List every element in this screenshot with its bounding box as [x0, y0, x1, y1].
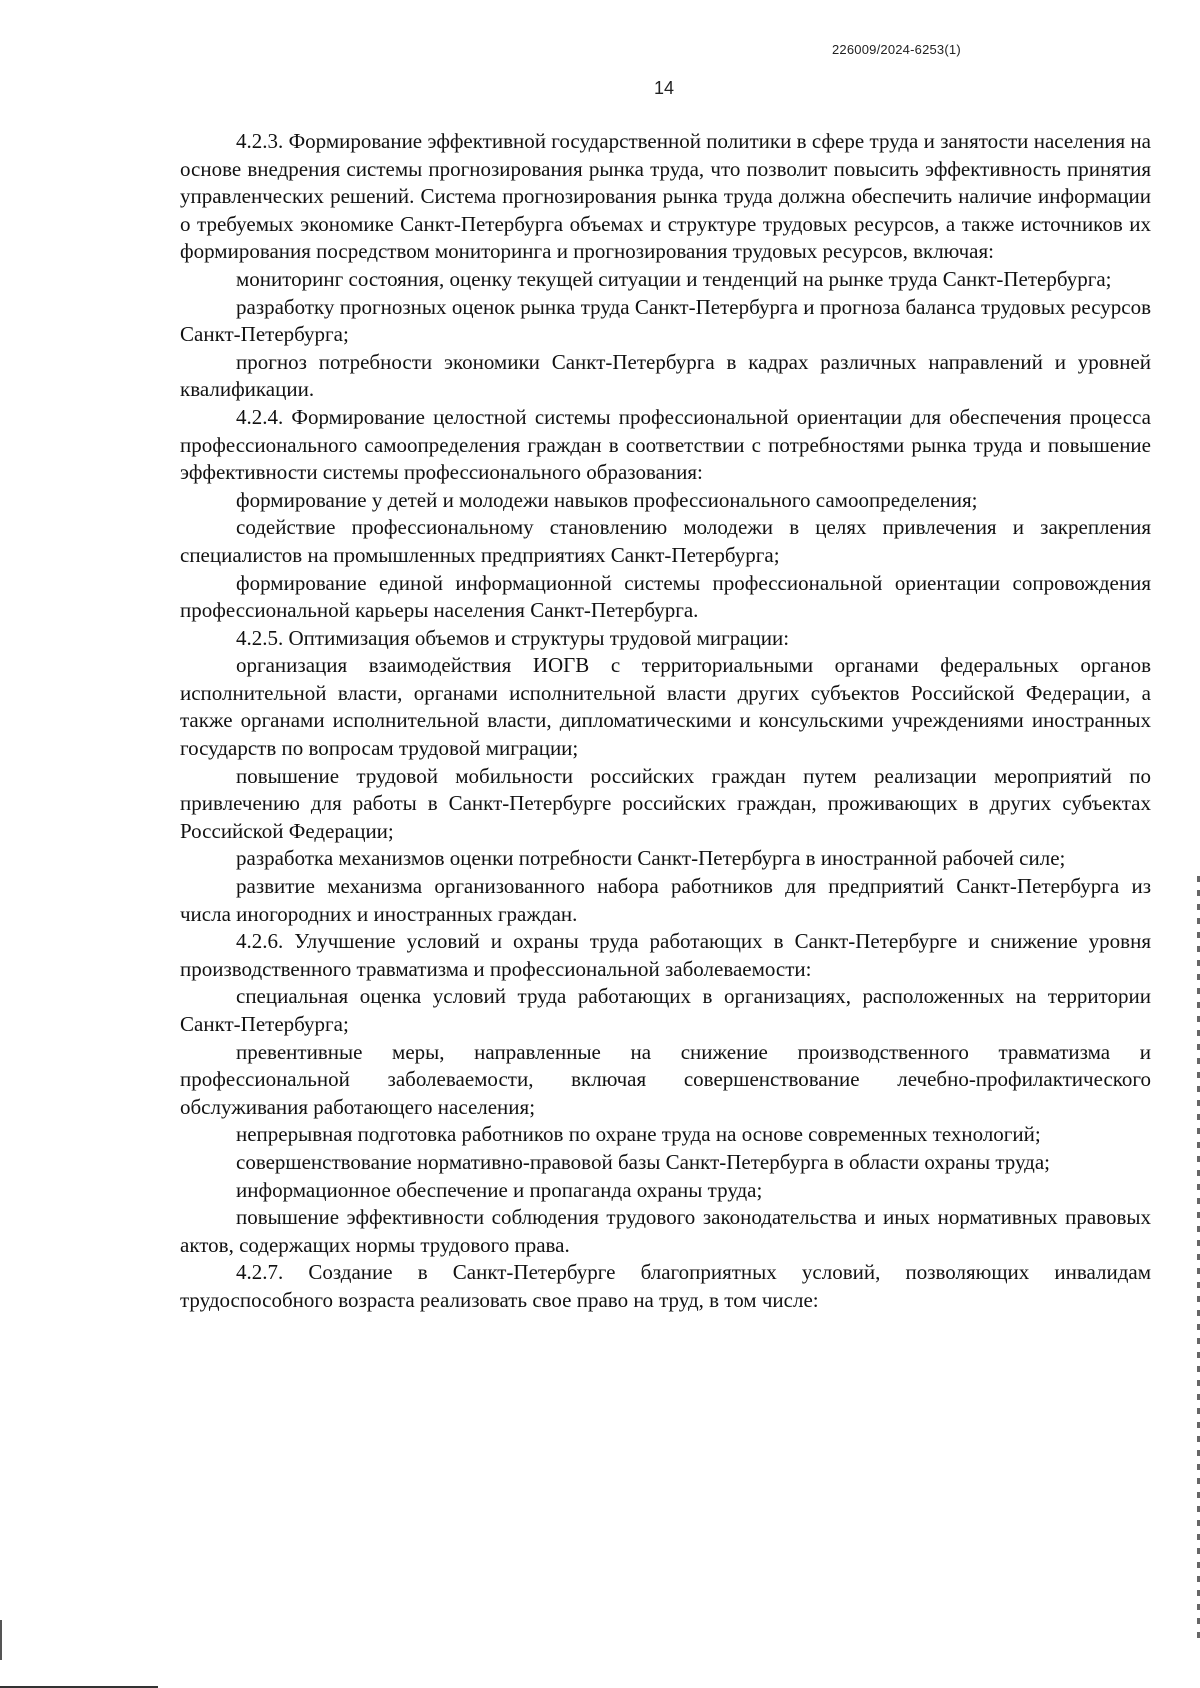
scan-edge-mark	[0, 1620, 2, 1660]
list-item: прогноз потребности экономики Санкт-Петербурга в кадрах различных направлений и уровней квалификации.	[180, 349, 1151, 402]
paragraph-4-2-6: 4.2.6. Улучшение условий и охраны труда работающих в Санкт-Петербурге и снижение уровня производственного травматизма и профессиональной заболеваемости:	[180, 929, 1151, 981]
list-item: разработку прогнозных оценок рынка труда Санкт-Петербурга и прогноза баланса трудовых ресурсов Санкт-Петербурга;	[180, 294, 1151, 347]
list-item: превентивные меры, направленные на снижение производственного травматизма и профессиональной заболеваемости, включая совершенствование лечебно-профилактического обслуживания работающего населения;	[180, 1039, 1151, 1119]
paragraph-4-2-3: 4.2.3. Формирование эффективной государственной политики в сфере труда и занятости населения на основе внедрения системы прогнозирования рынка труда, что позволит повысить эффективность принятия управленческих решений. Система прогнозирования рынка труда должна обеспечить наличие информации о требуемых экономике Санкт-Петербурга объемах и структуре трудовых ресурсов, а также источников их формирования посредством мониторинга и прогнозирования трудовых ресурсов, включая:	[180, 129, 1151, 264]
document-body	[180, 128, 1151, 1315]
list-item: повышение эффективности соблюдения трудового законодательства и иных нормативных правовых актов, содержащих нормы трудового права.	[180, 1205, 1151, 1257]
list-item: повышение трудовой мобильности российских граждан путем реализации мероприятий по привлечению для работы в Санкт-Петербурге российских граждан, проживающих в других субъектах Российской Федерации;	[180, 763, 1151, 843]
list-item: непрерывная подготовка работников по охране труда на основе современных технологий;	[236, 1122, 1041, 1147]
paragraph-4-2-7: 4.2.7. Создание в Санкт-Петербурге благоприятных условий, позволяющих инвалидам трудоспособного возраста реализовать свое право на труд, в том числе:	[180, 1260, 1151, 1312]
page-number: 14	[653, 78, 675, 98]
paragraph-4-2-4: 4.2.4. Формирование целостной системы профессиональной ориентации для обеспечения процесса профессионального самоопределения граждан в соответствии с потребностями рынка труда и повышение эффективности системы профессионального образования:	[180, 404, 1151, 485]
list-item: формирование у детей и молодежи навыков профессионального самоопределения;	[236, 487, 978, 512]
list-item: специальная оценка условий труда работающих в организациях, расположенных на территории Санкт-Петербурга;	[180, 984, 1151, 1036]
list-item: организация взаимодействия ИОГВ с территориальными органами федеральных органов исполнительной власти, органами исполнительной власти других субъектов Российской Федерации, а также органами исполнительной власти, дипломатическими и консульскими учреждениями иностранных государств по вопросам трудовой миграции;	[180, 653, 1151, 761]
list-item: мониторинг состояния, оценку текущей ситуации и тенденций на рынке труда Санкт-Петербурга;	[236, 266, 1112, 291]
list-item: разработка механизмов оценки потребности Санкт-Петербурга в иностранной рабочей силе;	[236, 846, 1066, 871]
list-item: содействие профессиональному становлению молодежи в целях привлечения и закрепления специалистов на промышленных предприятиях Санкт-Петербурга;	[180, 515, 1151, 567]
document-registration-number: 226009/2024-6253(1)	[832, 42, 961, 57]
list-item: формирование единой информационной системы профессиональной ориентации сопровождения профессиональной карьеры населения Санкт-Петербурга.	[180, 570, 1151, 623]
list-item: информационное обеспечение и пропаганда охраны труда;	[236, 1177, 763, 1202]
list-item: совершенствование нормативно-правовой базы Санкт-Петербурга в области охраны труда;	[236, 1149, 1050, 1174]
list-item: развитие механизма организованного набора работников для предприятий Санкт-Петербурга из числа иногородних и иностранных граждан.	[180, 874, 1151, 926]
paragraph-4-2-5: 4.2.5. Оптимизация объемов и структуры трудовой миграции:	[236, 625, 790, 650]
